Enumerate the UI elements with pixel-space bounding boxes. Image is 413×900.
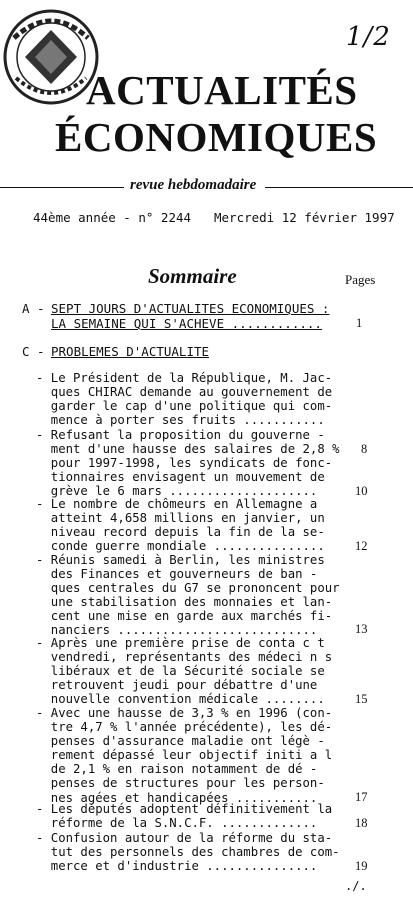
masthead-title-line1: ACTUALITÉS [86, 67, 358, 113]
section-c-letter: C - [22, 344, 45, 359]
masthead-subtitle: revue hebdomadaire [130, 177, 257, 193]
pages-column-heading: Pages [345, 272, 376, 287]
masthead-title-line2: ÉCONOMIQUES [55, 114, 378, 160]
issue-date: Mercredi 12 février 1997 [214, 210, 395, 225]
section-a-title-line2: LA SEMAINE QUI S'ACHEVE ............ [51, 316, 322, 331]
summary-item-8-page: 19 [355, 859, 368, 873]
section-a-letter: A - [22, 301, 45, 316]
masthead-rule-left [0, 187, 124, 188]
summary-item-6: - Avec une hausse de 3,3 % en 1996 (con- tre 4,7 % l'année précédente), les dé- penses d'assurance maladie ont légè - rement dépassé leur objectif initi a l de 2,1 % en raison notamment de dé - penses de structures pour les person- nes agées et handicapées ........... [36, 706, 333, 805]
summary-item-3-page: 12 [355, 539, 368, 553]
summary-item-4: - Réunis samedi à Berlin, les ministres des Finances et gouverneurs de ban - ques centrales du G7 se prononcent pour une stabilisation des monnaies et lan- cent une mise en garde aux marchés fi- nanciers ........................... [36, 553, 340, 638]
summary-item-5: - Après une première prise de conta c t vendredi, représentants des médeci n s libéraux et de la Sécurité sociale se retrouvent jeudi pour débattre d'une nouvelle convention médicale ........ [36, 636, 333, 707]
summary-item-7-page: 18 [355, 816, 368, 830]
continuation-mark: ./. [345, 879, 367, 893]
summary-item-4-page: 13 [355, 622, 368, 636]
summary-item-3: - Le nombre de chômeurs en Allemagne a atteint 4,658 millions en janvier, un niveau record depuis la fin de la se- conde guerre mondiale ............... [36, 497, 325, 554]
summary-item-1-page: 8 [361, 442, 368, 456]
summary-item-6-page: 17 [355, 790, 368, 804]
summary-item-8: - Confusion autour de la réforme du sta- tut des personnels des chambres de com- merce et d'industrie ............... [36, 831, 340, 874]
masthead-rule-right [265, 187, 413, 188]
summary-item-1: - Le Président de la République, M. Jac- ques CHIRAC demande au gouvernement de garder le cap d'une politique qui com- mence à porter ses fruits ........... [36, 371, 333, 428]
issue-number: 44ème année - n° 2244 [33, 210, 192, 225]
section-a-title-line1: SEPT JOURS D'ACTUALITES ECONOMIQUES : [51, 301, 330, 316]
summary-item-2-page: 10 [355, 484, 368, 498]
handwritten-page-note: 1/2 [346, 22, 391, 52]
section-c-title: PROBLEMES D'ACTUALITE [51, 344, 210, 359]
section-a-page: 1 [356, 316, 363, 330]
summary-item-2: - Refusant la proposition du gouverne - ment d'une hausse des salaires de 2,8 % pour 1997-1998, les syndicats de fonc- tionnaires envisagent un mouvement de grève le 6 mars .................... [36, 428, 340, 499]
summary-item-5-page: 15 [355, 692, 368, 706]
summary-heading: Sommaire [148, 264, 237, 288]
summary-item-7: - Les députés adoptent définitivement la réforme de la S.N.C.F. ............. [36, 802, 333, 831]
